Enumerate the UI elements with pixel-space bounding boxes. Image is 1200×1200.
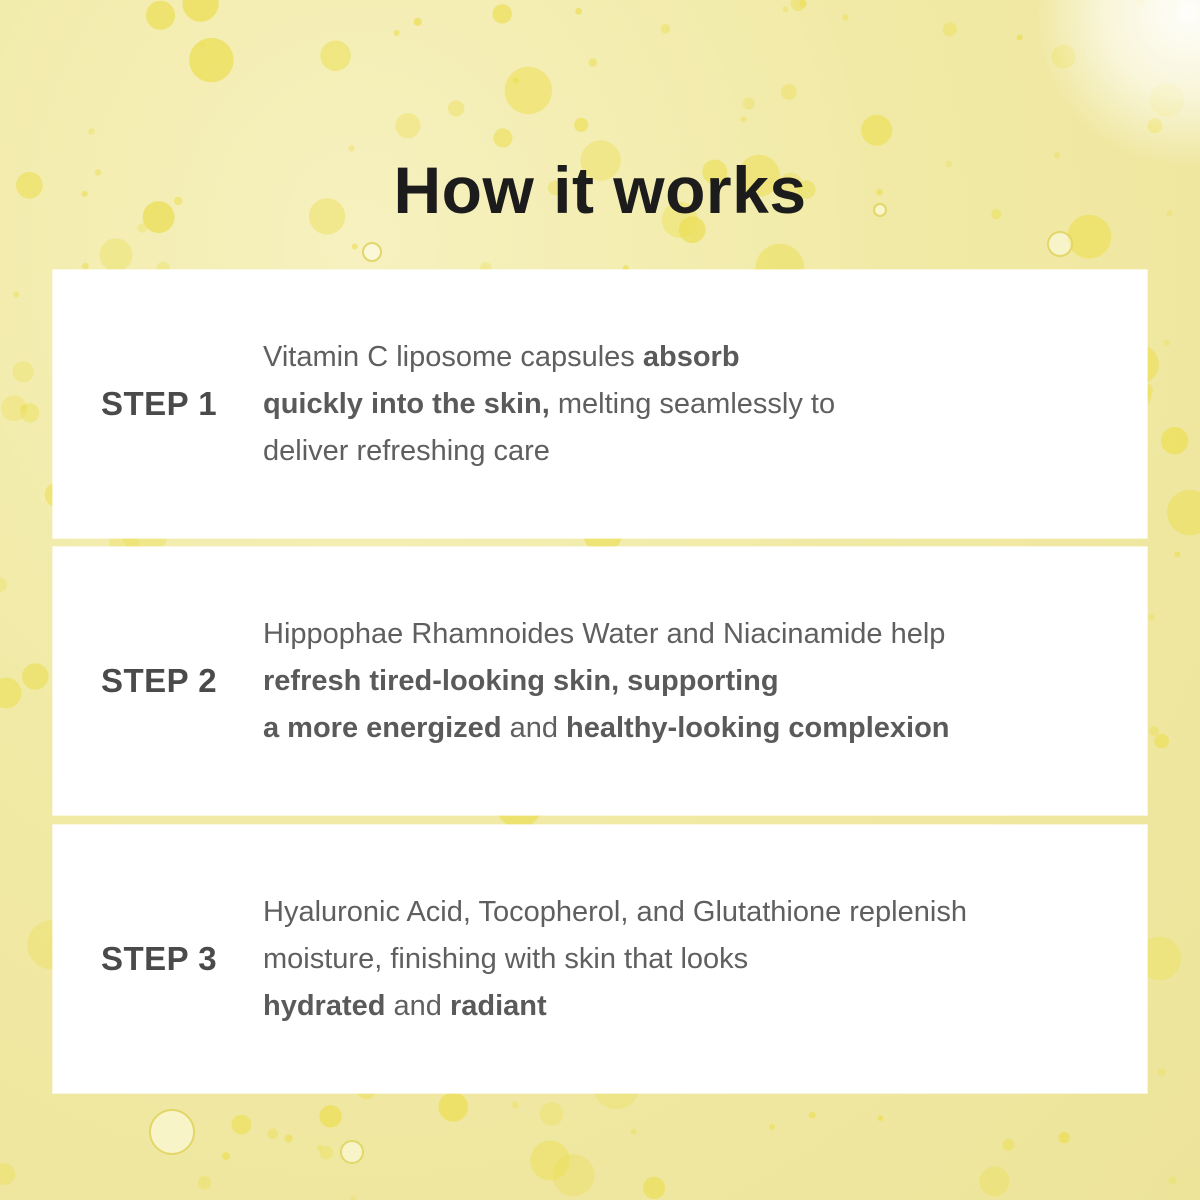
emphasis-text: healthy-looking complexion: [566, 711, 950, 744]
description-line: [263, 428, 1123, 475]
description-line: [263, 889, 1123, 936]
body-text: deliver refreshing care: [263, 434, 550, 467]
step-card-1: [53, 270, 1147, 538]
description-line: [263, 334, 1123, 381]
description-line: [263, 381, 1123, 428]
emphasis-text: a more energized: [263, 711, 502, 744]
body-text: and: [501, 711, 567, 744]
step-label: STEP 2: [101, 662, 218, 699]
body-text: moisture, finishing with skin that looks: [263, 942, 749, 975]
body-text: Vitamin C liposome capsules: [263, 340, 643, 373]
description-line: [263, 658, 1123, 705]
emphasis-text: refresh tired-looking skin, supporting: [263, 664, 779, 697]
body-text: Hyaluronic Acid, Tocopherol, and Glutathione replenish: [263, 895, 967, 928]
step-description: [263, 825, 1123, 1093]
emphasis-text: quickly into the skin,: [263, 387, 550, 420]
emphasis-text: radiant: [449, 989, 547, 1022]
step-card-2: [53, 547, 1147, 815]
step-label: STEP 1: [101, 385, 218, 422]
emphasis-text: absorb: [642, 340, 740, 373]
description-line: [263, 983, 1123, 1030]
step-description: [263, 270, 1123, 538]
description-line: [263, 936, 1123, 983]
page-title: How it works: [393, 153, 807, 227]
step-label: STEP 3: [101, 940, 218, 977]
description-line: [263, 611, 1123, 658]
emphasis-text: hydrated: [263, 989, 386, 1022]
body-text: and: [385, 989, 450, 1022]
description-line: [263, 705, 1123, 752]
body-text: melting seamlessly to: [549, 387, 836, 420]
step-card-3: [53, 825, 1147, 1093]
body-text: Hippophae Rhamnoides Water and Niacinamide help: [263, 617, 946, 650]
step-description: [263, 547, 1123, 815]
